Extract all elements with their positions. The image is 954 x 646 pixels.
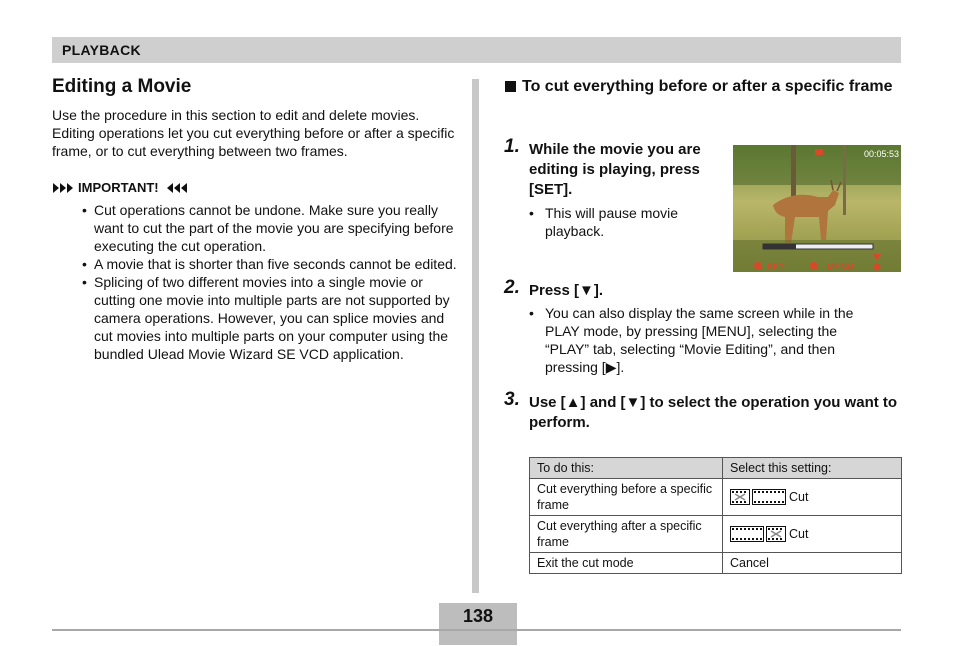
step-text: Press [▼]. bbox=[529, 282, 604, 299]
bullet-item: • A movie that is shorter than five seconds cannot be edited. bbox=[82, 255, 457, 273]
bullet-item: • Cut operations cannot be undone. Make sure you really want to cut the part of the movie you are specifying before executing the cut operation. bbox=[82, 201, 457, 255]
deer-photo-icon bbox=[733, 145, 901, 272]
important-heading bbox=[52, 180, 457, 195]
subsection-heading bbox=[504, 76, 902, 97]
subsection-title: To cut everything before or after a specific frame bbox=[522, 78, 893, 95]
step-number: 1. bbox=[504, 136, 520, 157]
screen-set-label: SET bbox=[767, 262, 785, 272]
table-action-cell: Exit the cut mode bbox=[530, 553, 723, 574]
table-header-row bbox=[530, 458, 902, 479]
table-row bbox=[530, 553, 902, 574]
important-bullets bbox=[52, 201, 457, 363]
square-bullet-icon bbox=[505, 81, 516, 92]
page-title: Editing a Movie bbox=[52, 76, 192, 97]
page-number-box bbox=[439, 603, 517, 645]
section-label: PLAYBACK bbox=[62, 42, 141, 58]
step-text: Use [▲] and [▼] to select the operation you want to perform. bbox=[529, 394, 898, 431]
screen-time: 00:05:53 bbox=[863, 149, 899, 159]
table-setting-cell: Cancel bbox=[723, 553, 902, 574]
cut-before-icon bbox=[730, 489, 786, 505]
operations-table bbox=[529, 457, 902, 574]
step-note-list bbox=[529, 204, 714, 240]
step-note: • You can also display the same screen while in the PLAY mode, by pressing [MENU], selecting the “PLAY” tab, selecting “Movie Editing”, and then pressing [▶]. bbox=[529, 304, 879, 376]
table-action-cell: Cut everything before a specific frame bbox=[530, 479, 723, 516]
table-setting-cell bbox=[723, 479, 902, 516]
important-left-marks-icon bbox=[52, 182, 76, 194]
step-note: • This will pause movie playback. bbox=[529, 204, 714, 240]
cut-after-icon bbox=[730, 526, 786, 542]
page-number: 138 bbox=[439, 603, 517, 629]
table-action-cell: Cut everything after a specific frame bbox=[530, 516, 723, 553]
column-divider bbox=[472, 79, 479, 593]
step-text: While the movie you are editing is playing, press [SET]. bbox=[529, 141, 701, 198]
step-number: 3. bbox=[504, 389, 520, 410]
page-number-tab bbox=[439, 631, 517, 645]
important-right-marks-icon bbox=[165, 182, 189, 194]
important-label: IMPORTANT! bbox=[78, 180, 159, 195]
camera-screen-image bbox=[733, 145, 901, 272]
screen-menu-label: MENU bbox=[827, 262, 854, 272]
table-row bbox=[530, 479, 902, 516]
setting-label: Cut bbox=[789, 526, 809, 541]
step-note-list bbox=[529, 304, 879, 376]
section-header-bar bbox=[52, 37, 901, 63]
table-setting-cell bbox=[723, 516, 902, 553]
left-column bbox=[52, 76, 457, 363]
table-row bbox=[530, 516, 902, 553]
table-header-cell: Select this setting: bbox=[723, 458, 902, 479]
table-header-cell: To do this: bbox=[530, 458, 723, 479]
setting-label: Cut bbox=[789, 489, 809, 504]
bullet-item: • Splicing of two different movies into a single movie or cutting one movie into multiple parts are not supported by camera operations. However, you can splice movies and cut movies into multiple parts on your computer using the bundled Ulead Movie Wizard SE VCD application. bbox=[82, 273, 457, 363]
step-number: 2. bbox=[504, 277, 520, 298]
intro-paragraph: Use the procedure in this section to edit and delete movies. Editing operations let you cut everything before or after a specific frame, or to cut everything between two frames. bbox=[52, 107, 455, 159]
